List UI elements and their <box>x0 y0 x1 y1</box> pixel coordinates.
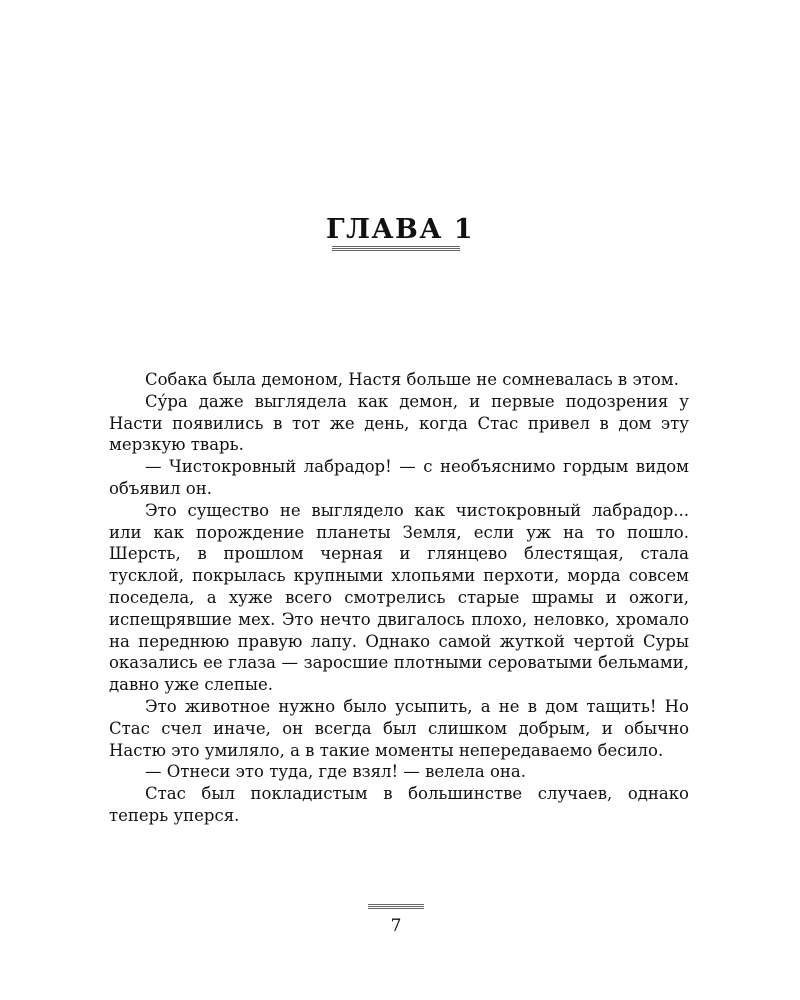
paragraph: Собака была демоном, Настя больше не сомневалась в этом. <box>145 370 679 389</box>
paragraph: Стас был покладистым в большинстве случаев, однако теперь уперся. <box>109 784 689 825</box>
chapter-title-underline <box>332 246 460 251</box>
paragraph: Су́ра даже выглядела как демон, и первые подозрения у Насти появились в тот же день, когда Стас привел в дом эту мерзкую тварь. <box>109 391 689 455</box>
paragraph: — Отнеси это туда, где взял! — велела она. <box>145 762 527 782</box>
chapter-heading <box>0 212 800 248</box>
page-number: 7 <box>390 916 402 936</box>
paragraph: Это животное нужно было усыпить, а не в дом тащить! Но Стас счел иначе, он всегда был слишком добрым, и обычно Настю это умиляло, а в такие моменты непередаваемо бесило. <box>109 696 689 760</box>
paragraph: — Чистокровный лабрадор! — с необъяснимо гордым видом объявил он. <box>109 457 689 498</box>
chapter-title: ГЛАВА 1 <box>325 214 474 245</box>
page-number-rule <box>368 904 424 909</box>
paragraph: Это существо не выглядело как чистокровный лабрадор... или как порождение планеты Земля, если уж на то пошло. Шерсть, в прошлом черная и глянцево блестящая, стала тусклой, покрылась крупными хлопьями перхоти, морда совсем поседела, а хуже всего смотрелись старые шрамы и ожоги, испещрявшие мех. Это нечто двигалось плохо, неловко, хромало на переднюю правую лапу. Однако самой жуткой чертой Суры оказались ее глаза — заросшие плотными сероватыми бельмами, давно уже слепые. <box>109 500 689 695</box>
chapter-body <box>109 369 689 827</box>
